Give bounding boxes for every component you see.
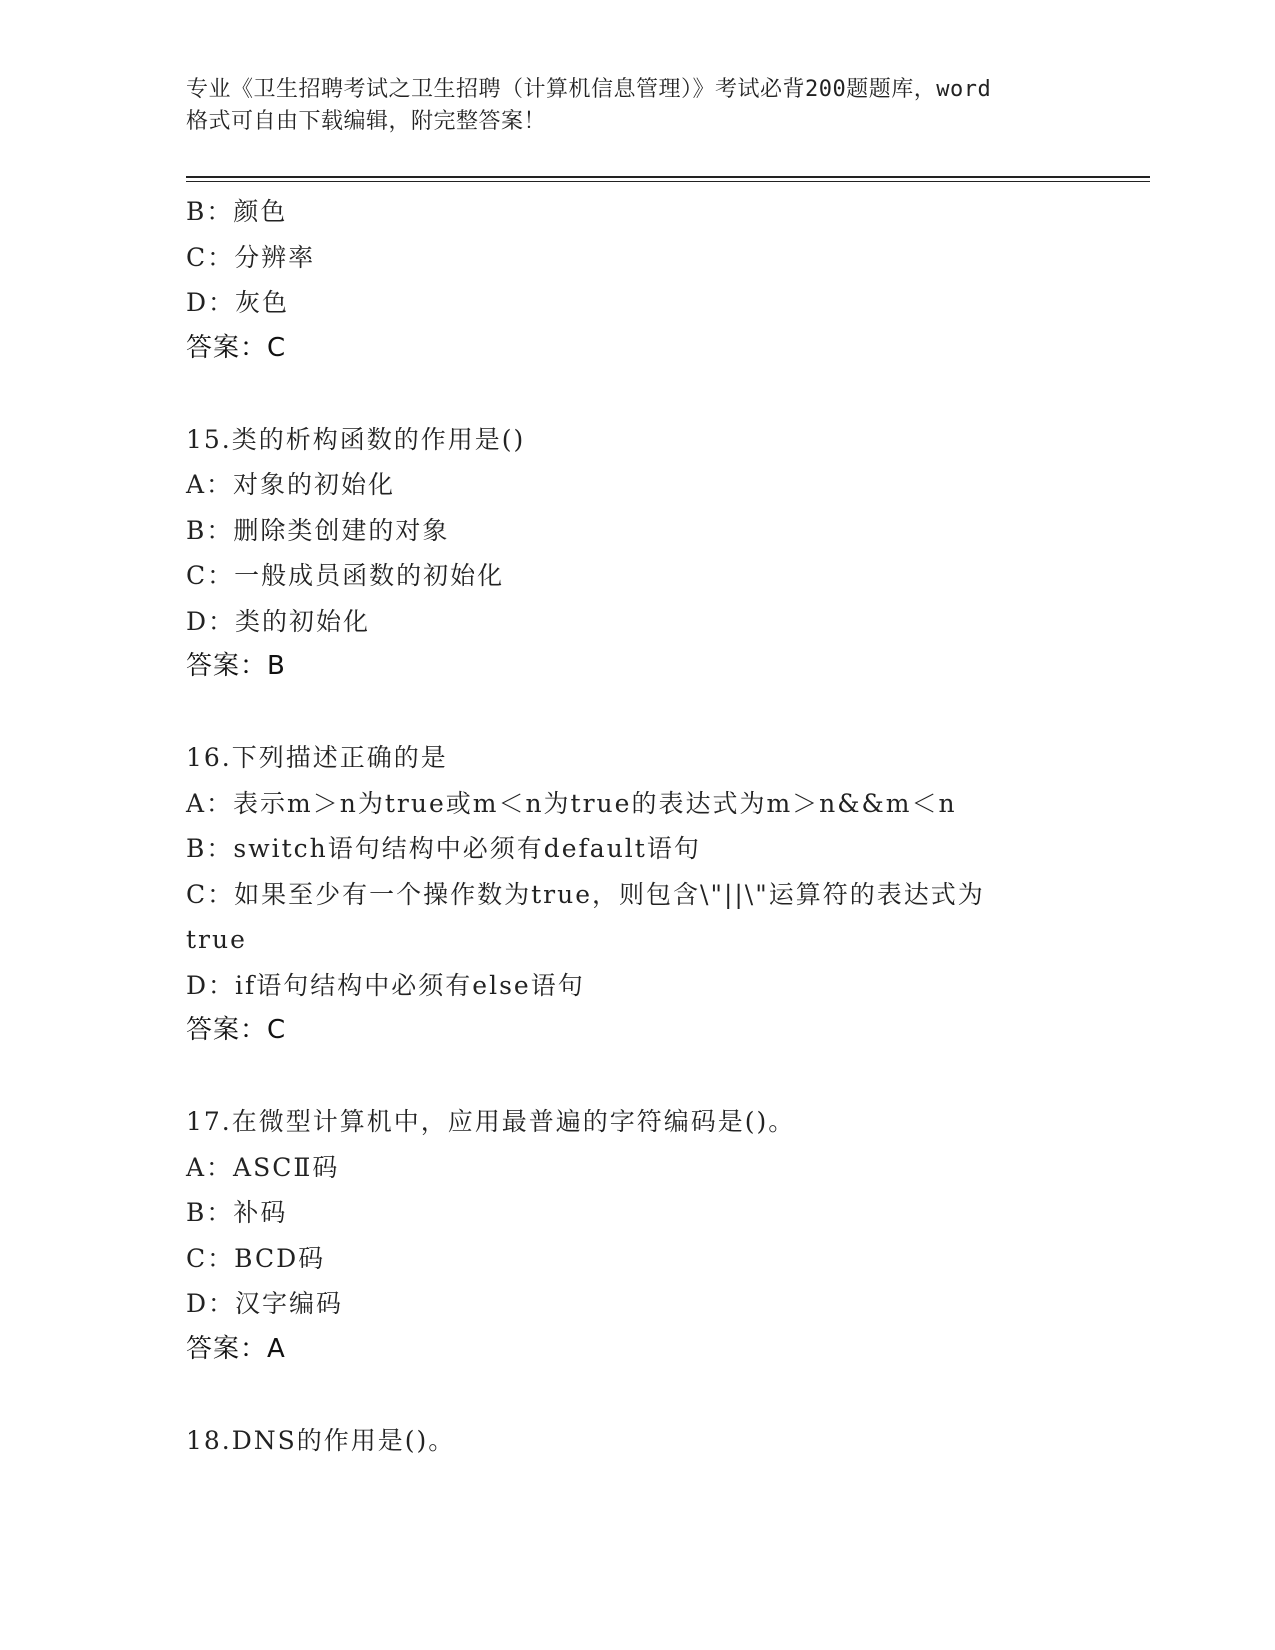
- q16-option-d: D：if语句结构中必须有else语句: [186, 970, 585, 1000]
- question-14: [186, 189, 1146, 371]
- q15-answer: 答案：B: [186, 651, 286, 681]
- spacer: [186, 1054, 1146, 1100]
- q15-option-d: D：类的初始化: [186, 606, 371, 636]
- q15-question: 15.类的析构函数的作用是(): [186, 424, 526, 454]
- q16-option-c-continued: true: [186, 925, 247, 954]
- header-line-2: 格式可自由下载编辑，附完整答案！: [186, 109, 547, 134]
- q16-question: 16.下列描述正确的是: [186, 743, 448, 772]
- header-line-1: 专业《卫生招聘考试之卫生招聘（计算机信息管理）》考试必背200题题库，word: [186, 77, 992, 102]
- q16-option-b: B：switch语句结构中必须有default语句: [186, 834, 701, 863]
- q14-answer: 答案：C: [186, 332, 287, 363]
- question-16: [186, 735, 1146, 1054]
- q17-question: 17.在微型计算机中，应用最普遍的字符编码是()。: [186, 1107, 796, 1136]
- spacer: [186, 371, 1146, 417]
- q14-option-b: B：颜色: [186, 197, 288, 226]
- header-rule-thin: [186, 181, 1150, 182]
- header-rule-thick: [186, 176, 1150, 178]
- q15-option-b: B：删除类创建的对象: [186, 515, 450, 545]
- question-15: [186, 417, 1146, 690]
- q17-answer: 答案：A: [186, 1333, 286, 1364]
- q17-option-d: D：汉字编码: [186, 1289, 344, 1318]
- q18-question: 18.DNS的作用是()。: [186, 1425, 456, 1455]
- q14-option-c: C：分辨率: [186, 242, 316, 272]
- q16-option-a: A：表示m＞n为true或m＜n为true的表达式为m＞n&&m＜n: [186, 788, 957, 818]
- q14-option-d: D：灰色: [186, 288, 290, 317]
- q15-option-c: C：一般成员函数的初始化: [186, 561, 505, 590]
- q16-option-c: C：如果至少有一个操作数为true，则包含\"||\"运算符的表达式为: [186, 879, 985, 909]
- q15-option-a: A：对象的初始化: [186, 470, 396, 499]
- q16-answer: 答案：C: [186, 1015, 287, 1045]
- spacer: [186, 1372, 1146, 1418]
- q17-option-c: C：BCD码: [186, 1243, 326, 1273]
- question-list: [186, 189, 1146, 1463]
- question-18: [186, 1418, 1146, 1464]
- document-header: [186, 74, 1096, 138]
- spacer: [186, 690, 1146, 736]
- question-17: [186, 1099, 1146, 1372]
- q17-option-b: B：补码: [186, 1198, 288, 1227]
- q17-option-a: A：ASCⅡ码: [186, 1152, 340, 1182]
